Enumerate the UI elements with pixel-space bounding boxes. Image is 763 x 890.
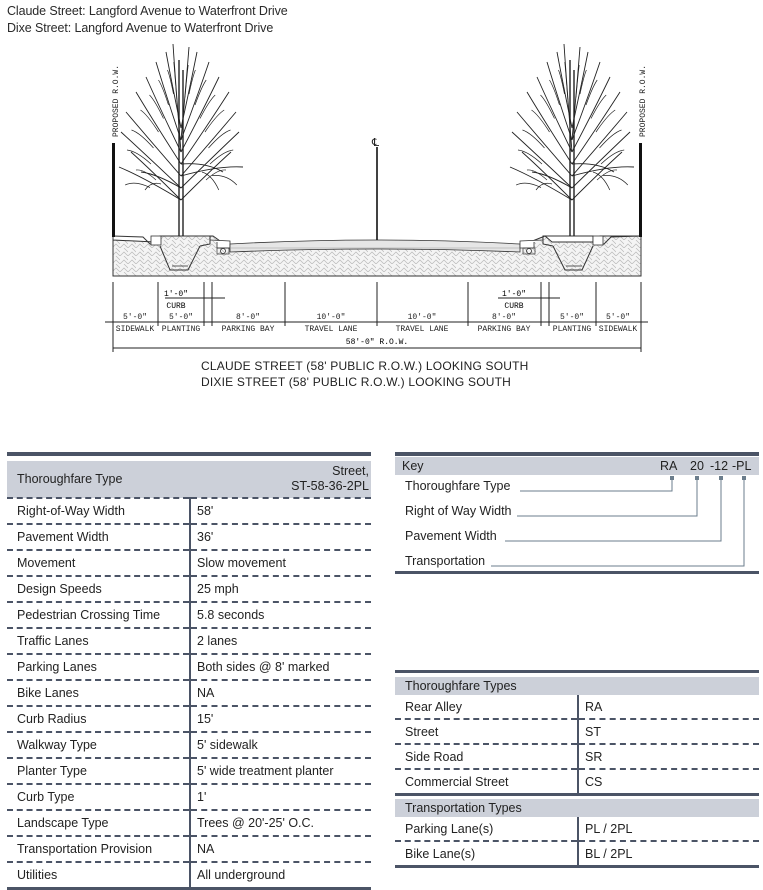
curb-label-right: CURB bbox=[504, 302, 524, 311]
types-row bbox=[395, 841, 759, 867]
tree-branch bbox=[600, 130, 622, 148]
segment-label: PLANTING bbox=[161, 325, 201, 334]
tree-branch bbox=[159, 80, 169, 105]
types-table-top-rule bbox=[395, 670, 759, 673]
tree-branch bbox=[591, 95, 606, 119]
specs-row bbox=[7, 732, 371, 758]
street-title-claude: Claude Street: Langford Avenue to Waterfront Drive bbox=[7, 4, 288, 18]
types-row-code: RA bbox=[578, 695, 759, 719]
types-header-blank bbox=[578, 677, 759, 695]
types-row-label: Street bbox=[395, 719, 578, 744]
key-dot bbox=[670, 476, 674, 480]
row-marker-left bbox=[112, 143, 115, 237]
segment-label: PARKING BAY bbox=[477, 325, 531, 334]
segment-label: SIDEWALK bbox=[115, 325, 155, 334]
specs-row-value: All underground bbox=[190, 862, 371, 889]
section-caption-dixie: DIXIE STREET (58' PUBLIC R.O.W.) LOOKING SOUTH bbox=[201, 375, 511, 389]
tree-branch bbox=[586, 80, 597, 105]
thoroughfare-types-header bbox=[395, 677, 759, 695]
segment-dimension: 5'-0" bbox=[559, 313, 585, 322]
specs-row bbox=[7, 524, 371, 550]
specs-row bbox=[7, 654, 371, 680]
key-title: Key bbox=[402, 459, 424, 473]
specs-row-label: Planter Type bbox=[7, 758, 190, 784]
tree-icon bbox=[510, 44, 634, 236]
specs-row-label: Walkway Type bbox=[7, 732, 190, 758]
header-value-line1: Street, bbox=[332, 464, 369, 478]
specs-header-value bbox=[190, 461, 371, 498]
tree-branch bbox=[181, 167, 243, 176]
types-row-code: BL / 2PL bbox=[578, 841, 759, 867]
tree-branch bbox=[593, 172, 610, 190]
specs-row-value: 15' bbox=[190, 706, 371, 732]
specs-row-label: Pedestrian Crossing Time bbox=[7, 602, 190, 628]
row-label-left: PROPOSED R.O.W. bbox=[112, 64, 121, 137]
tree-branch bbox=[206, 170, 226, 180]
specs-row bbox=[7, 628, 371, 654]
thoroughfare-specs-table bbox=[7, 461, 371, 890]
segment-dimension: 8'-0" bbox=[235, 313, 261, 322]
key-row-transportation: Transportation bbox=[405, 554, 486, 568]
tree-branch bbox=[597, 170, 617, 180]
specs-table-top-rule bbox=[7, 452, 371, 456]
specs-row-label: Curb Radius bbox=[7, 706, 190, 732]
types-row-code: PL / 2PL bbox=[578, 817, 759, 841]
tree-branch bbox=[550, 80, 560, 105]
segment-label: TRAVEL LANE bbox=[395, 325, 449, 334]
specs-row-label: Right-of-Way Width bbox=[7, 498, 190, 524]
key-row-row-width: Right of Way Width bbox=[405, 504, 512, 518]
key-row-thoroughfare-type: Thoroughfare Type bbox=[405, 479, 511, 493]
types-row-label: Parking Lane(s) bbox=[395, 817, 578, 841]
tree-branch bbox=[572, 152, 622, 200]
types-row-label: Bike Lane(s) bbox=[395, 841, 578, 867]
key-code-transportation: -PL bbox=[732, 459, 752, 473]
specs-row-value: Trees @ 20'-25' O.C. bbox=[190, 810, 371, 836]
key-code-row-width: 20 bbox=[690, 459, 704, 473]
specs-row bbox=[7, 758, 371, 784]
types-row bbox=[395, 769, 759, 795]
tree-branch bbox=[576, 65, 579, 98]
curb-dim-right: 1'-0" bbox=[501, 290, 527, 299]
tree-branch bbox=[181, 152, 231, 200]
segment-label: PLANTING bbox=[552, 325, 592, 334]
types-table bbox=[395, 677, 759, 868]
specs-row-value: Slow movement bbox=[190, 550, 371, 576]
tree-branch bbox=[200, 95, 215, 119]
tree-branch bbox=[185, 65, 188, 98]
specs-row bbox=[7, 680, 371, 706]
key-top-rule bbox=[395, 452, 759, 456]
key-code-pavement: -12 bbox=[710, 459, 729, 473]
segment-dimension: 5'-0" bbox=[168, 313, 194, 322]
specs-row-value: NA bbox=[190, 680, 371, 706]
types-row-label: Commercial Street bbox=[395, 769, 578, 795]
segment-dimension: 10'-0" bbox=[407, 313, 437, 322]
types-row bbox=[395, 744, 759, 769]
key-dot bbox=[719, 476, 723, 480]
curb-dim-left: 1'-0" bbox=[163, 290, 189, 299]
tree-branch bbox=[136, 92, 181, 164]
types-row bbox=[395, 719, 759, 744]
specs-row bbox=[7, 706, 371, 732]
tree-branch bbox=[516, 183, 541, 187]
specs-row-label: Traffic Lanes bbox=[7, 628, 190, 654]
tree-branch bbox=[125, 183, 150, 187]
key-leader-lines bbox=[395, 457, 759, 571]
specs-row bbox=[7, 784, 371, 810]
specs-row-value: 5' wide treatment planter bbox=[190, 758, 371, 784]
header-value-line2: ST-58-36-2PL bbox=[291, 479, 369, 493]
types-row-code: SR bbox=[578, 744, 759, 769]
total-row-dimension: 58'-0" R.O.W. bbox=[345, 338, 409, 347]
street-title-dixie: Dixe Street: Langford Avenue to Waterfront Drive bbox=[7, 21, 274, 35]
specs-row-value: NA bbox=[190, 836, 371, 862]
specs-row-label: Landscape Type bbox=[7, 810, 190, 836]
specs-row-label: Parking Lanes bbox=[7, 654, 190, 680]
code-key bbox=[395, 457, 759, 571]
specs-row bbox=[7, 810, 371, 836]
tree-branch bbox=[195, 80, 206, 105]
segment-label: TRAVEL LANE bbox=[304, 325, 358, 334]
key-dot bbox=[695, 476, 699, 480]
segment-label: PARKING BAY bbox=[221, 325, 275, 334]
segment-label: SIDEWALK bbox=[598, 325, 638, 334]
tree-branch bbox=[121, 132, 181, 188]
specs-row-value: 25 mph bbox=[190, 576, 371, 602]
specs-row bbox=[7, 602, 371, 628]
specs-header-row bbox=[7, 461, 371, 498]
segment-dimension: 5'-0" bbox=[122, 313, 148, 322]
tree-branch bbox=[202, 172, 219, 190]
row-marker-right bbox=[639, 143, 642, 237]
centerline-symbol: ℄ bbox=[372, 137, 380, 149]
types-row-label: Side Road bbox=[395, 744, 578, 769]
key-bottom-rule bbox=[395, 571, 759, 574]
key-row-pavement-width: Pavement Width bbox=[405, 529, 497, 543]
types-header-label: Transportation Types bbox=[395, 799, 578, 817]
section-caption-claude: CLAUDE STREET (58' PUBLIC R.O.W.) LOOKING SOUTH bbox=[201, 359, 529, 373]
specs-row-label: Pavement Width bbox=[7, 524, 190, 550]
segment-dimension: 10'-0" bbox=[316, 313, 346, 322]
types-row-code: ST bbox=[578, 719, 759, 744]
types-header-blank bbox=[578, 799, 759, 817]
specs-row bbox=[7, 498, 371, 524]
specs-row-value: 1' bbox=[190, 784, 371, 810]
tree-branch bbox=[541, 95, 555, 119]
key-code-thoroughfare: RA bbox=[660, 459, 678, 473]
tree-icon bbox=[119, 44, 243, 236]
specs-row-label: Design Speeds bbox=[7, 576, 190, 602]
specs-row bbox=[7, 862, 371, 889]
specs-row-label: Utilities bbox=[7, 862, 190, 889]
types-row bbox=[395, 695, 759, 719]
transportation-types-header bbox=[395, 799, 759, 817]
specs-row-label: Transportation Provision bbox=[7, 836, 190, 862]
tree-branch bbox=[527, 92, 572, 164]
key-dot bbox=[742, 476, 746, 480]
tree-branch bbox=[150, 95, 164, 119]
specs-row-value: 36' bbox=[190, 524, 371, 550]
types-header-label: Thoroughfare Types bbox=[395, 677, 578, 695]
specs-row-value: 58' bbox=[190, 498, 371, 524]
specs-row bbox=[7, 576, 371, 602]
tree-branch bbox=[512, 132, 572, 188]
street-cross-section bbox=[0, 40, 763, 360]
types-row bbox=[395, 817, 759, 841]
specs-row-value: 2 lanes bbox=[190, 628, 371, 654]
specs-row-label: Movement bbox=[7, 550, 190, 576]
tree-branch bbox=[572, 167, 634, 176]
segment-dimension: 8'-0" bbox=[491, 313, 517, 322]
specs-row-label: Bike Lanes bbox=[7, 680, 190, 706]
specs-row-value: Both sides @ 8' marked bbox=[190, 654, 371, 680]
types-row-code: CS bbox=[578, 769, 759, 795]
types-row-label: Rear Alley bbox=[395, 695, 578, 719]
curb-label-left: CURB bbox=[166, 302, 186, 311]
specs-row-value: 5' sidewalk bbox=[190, 732, 371, 758]
specs-row-label: Curb Type bbox=[7, 784, 190, 810]
tree-branch bbox=[209, 130, 231, 148]
specs-row-value: 5.8 seconds bbox=[190, 602, 371, 628]
specs-header-label: Thoroughfare Type bbox=[7, 461, 190, 498]
row-label-right: PROPOSED R.O.W. bbox=[639, 64, 648, 137]
segment-dimension: 5'-0" bbox=[605, 313, 631, 322]
specs-row bbox=[7, 550, 371, 576]
specs-row bbox=[7, 836, 371, 862]
